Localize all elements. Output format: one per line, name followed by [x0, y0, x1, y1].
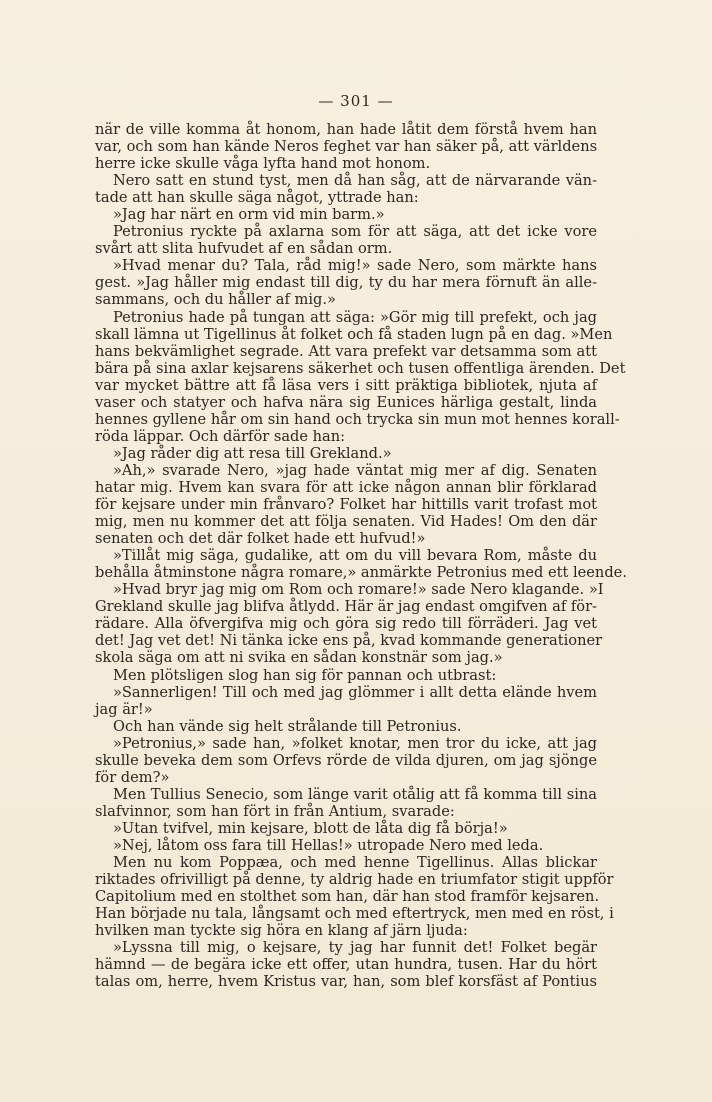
text-line: hämnd — de begära icke ett offer, utan hundra, tusen. Har du hört: [95, 956, 597, 974]
text-line: när de ville komma åt honom, han hade låtit dem förstå hvem han: [95, 121, 597, 138]
text-line: »Utan tvifvel, min kejsare, blott de låta dig få börja!»: [113, 819, 508, 837]
text-line: röda läppar. Och därför sade han:: [95, 427, 346, 445]
text-line: talas om, herre, hvem Kristus var, han, som blef korsfäst af Pontius: [95, 973, 597, 991]
page-number: — 301 —: [318, 92, 394, 110]
text-line: Men Tullius Senecio, som länge varit otålig att få komma till sina: [113, 785, 597, 803]
text-line: Nero satt en stund tyst, men då han såg, att de närvarande vän-: [113, 172, 597, 190]
text-line: vaser och statyer och hafva nära sig Eunices härliga gestalt, linda: [95, 393, 597, 411]
text-line: riktades ofrivilligt på denne, ty aldrig hade en triumfator stigit uppför: [95, 871, 614, 889]
text-line: hatar mig. Hvem kan svara för att icke någon annan blir förklarad: [95, 478, 597, 496]
text-line: Petronius ryckte på axlarna som för att säga, att det icke vore: [113, 223, 597, 241]
text-line: hans bekvämlighet segrade. Att vara prefekt var detsamma som att: [95, 342, 597, 360]
text-line: bära på sina axlar kejsarens säkerhet och tusen offentliga ärenden. Det: [95, 359, 626, 377]
text-line: var mycket bättre att få läsa vers i sitt präktiga bibliotek, njuta af: [95, 376, 597, 394]
text-line: »Lyssna till mig, o kejsare, ty jag har funnit det! Folket begär: [113, 939, 597, 957]
text-line: det! Jag vet det! Ni tänka icke ens på, kvad kommande generationer: [95, 632, 603, 650]
text-line: Capitolium med en stolthet som han, där han stod framför kejsaren.: [95, 888, 600, 906]
text-line: slafvinnor, som han fört in från Antium, svarade:: [95, 802, 455, 820]
text-line: för kejsare under min frånvaro? Folket har hittills varit trofast mot: [95, 496, 597, 514]
text-line: mig, men nu kommer det att följa senaten. Vid Hades! Om den där: [95, 513, 597, 531]
text-line: rädare. Alla öfvergifva mig och göra sig redo till förräderi. Jag vet: [95, 615, 597, 633]
text-line: senaten och det där folket hade ett hufvud!»: [95, 530, 426, 548]
text-line: skall lämna ut Tigellinus åt folket och få staden lugn på en dag. »Men: [95, 325, 613, 343]
text-line: gest. »Jag håller mig endast till dig, ty du har mera förnuft än alle-: [95, 274, 597, 292]
text-line: Men nu kom Poppæa, och med henne Tigellinus. Allas blickar: [113, 854, 597, 872]
text-line: skola säga om att ni svika en sådan konstnär som jag.»: [95, 649, 503, 667]
text-line: »Tillåt mig säga, gudalike, att om du vill bevara Rom, måste du: [113, 547, 597, 565]
text-line: var, och som han kände Neros feghet var han säker på, att världens: [95, 138, 598, 156]
text-line: »Petronius,» sade han, »folket knotar, men tror du icke, att jag: [113, 734, 597, 752]
text-line: hennes gyllene hår om sin hand och trycka sin mun mot hennes korall-: [95, 410, 620, 428]
text-line: »Hvad bryr jag mig om Rom och romare!» sade Nero klagande. »I: [113, 581, 604, 599]
text-line: behålla åtminstone några romare,» anmärkte Petronius med ett leende.: [95, 564, 627, 582]
text-line: Men plötsligen slog han sig för pannan och utbrast:: [113, 666, 497, 684]
text-line: jag är!»: [95, 700, 153, 718]
text-line: »Sannerligen! Till och med jag glömmer i allt detta elände hvem: [113, 683, 597, 701]
text-line: »Hvad menar du? Tala, råd mig!» sade Nero, som märkte hans: [113, 257, 597, 275]
text-line: Han började nu tala, långsamt och med eftertryck, men med en röst, i: [95, 905, 614, 923]
text-line: Grekland skulle jag blifva åtlydd. Här är jag endast omgifven af för-: [95, 598, 597, 616]
text-line: för dem?»: [95, 768, 170, 786]
text-line: »Jag har närt en orm vid min barm.»: [113, 206, 385, 224]
body-text: [95, 121, 627, 991]
text-line: hvilken man tyckte sig höra en klang af järn ljuda:: [95, 922, 468, 940]
text-line: sammans, och du håller af mig.»: [95, 291, 336, 309]
text-line: »Jag råder dig att resa till Grekland.»: [113, 444, 392, 462]
text-line: tade att han skulle säga något, yttrade han:: [95, 189, 419, 207]
text-line: »Ah,» svarade Nero, »jag hade väntat mig mer af dig. Senaten: [113, 461, 597, 479]
text-line: herre icke skulle våga lyfta hand mot honom.: [95, 155, 431, 173]
text-line: Och han vände sig helt strålande till Petronius.: [113, 717, 462, 735]
text-line: skulle beveka dem som Orfevs rörde de vilda djuren, om jag sjönge: [95, 751, 597, 769]
text-line: Petronius hade på tungan att säga: »Gör mig till prefekt, och jag: [113, 308, 597, 326]
text-line: »Nej, låtom oss fara till Hellas!» utropade Nero med leda.: [113, 836, 544, 854]
text-line: svårt att slita hufvudet af en sådan orm.: [95, 240, 393, 258]
